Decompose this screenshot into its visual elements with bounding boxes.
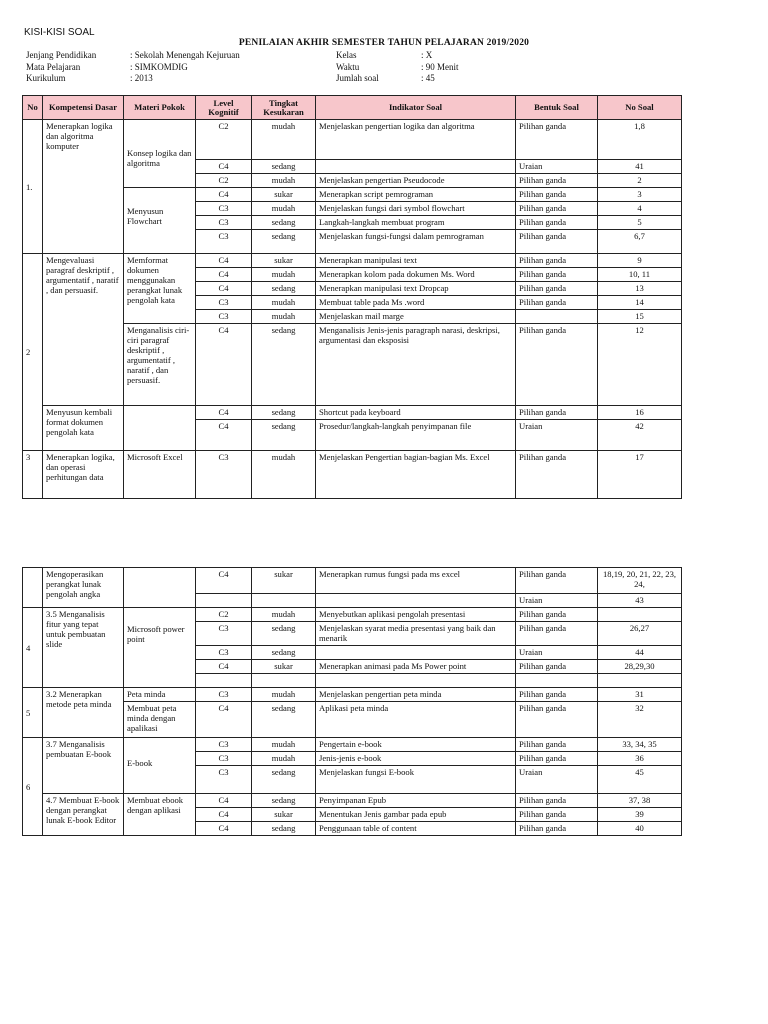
- materi-pokok: Memformat dokumen menggunakan perangkat lunak pengolah kata: [124, 254, 196, 324]
- tingkat: sukar: [252, 568, 316, 594]
- level: C4: [196, 268, 252, 282]
- indikator: Aplikasi peta minda: [316, 702, 516, 738]
- materi-pokok: E-book: [124, 738, 196, 794]
- level-empty: [196, 674, 252, 688]
- bentuk: Pilihan ganda: [516, 254, 598, 268]
- indikator: Pengertain e-book: [316, 738, 516, 752]
- kompetensi-dasar: 3.2 Menerapkan metode peta minda: [43, 688, 124, 738]
- materi-pokok: Menganalisis ciri-ciri paragraf deskriptif , argumentatif , naratif , dan persuasif.: [124, 324, 196, 406]
- bentuk: Pilihan ganda: [516, 324, 598, 406]
- no-soal: 28,29,30: [598, 660, 682, 674]
- row-number: 1.: [23, 120, 43, 254]
- indikator: Shortcut pada keyboard: [316, 406, 516, 420]
- no-soal: 4: [598, 202, 682, 216]
- row-number: 6: [23, 738, 43, 836]
- indikator: Menjelaskan fungsi E-book: [316, 766, 516, 794]
- indikator: Langkah-langkah membuat program: [316, 216, 516, 230]
- no-soal: 33, 34, 35: [598, 738, 682, 752]
- indikator: Membuat table pada Ms .word: [316, 296, 516, 310]
- tingkat: mudah: [252, 608, 316, 622]
- bentuk: Pilihan ganda: [516, 822, 598, 836]
- level: C4: [196, 420, 252, 451]
- tingkat: mudah: [252, 268, 316, 282]
- materi-pokok-empty: [124, 406, 196, 451]
- row-number: 5: [23, 688, 43, 738]
- indikator: Menyebutkan aplikasi pengolah presentasi: [316, 608, 516, 622]
- bentuk: Pilihan ganda: [516, 216, 598, 230]
- kompetensi-dasar: 3.7 Menganalisis pembuatan E-book: [43, 738, 124, 794]
- kompetensi-dasar: Menerapkan logika dan algoritma komputer: [43, 120, 124, 254]
- no-soal-empty: [598, 674, 682, 688]
- table-row: [23, 568, 682, 594]
- tingkat: sedang: [252, 822, 316, 836]
- meta-value: : Sekolah Menengah Kejuruan: [130, 50, 240, 60]
- no-soal: 31: [598, 688, 682, 702]
- kompetensi-dasar: Mengoperasikan perangkat lunak pengolah angka: [43, 568, 124, 608]
- meta-row: [336, 73, 459, 85]
- bentuk: Pilihan ganda: [516, 268, 598, 282]
- indikator: Penyimpanan Epub: [316, 794, 516, 808]
- meta-right: [336, 50, 459, 85]
- tingkat: mudah: [252, 451, 316, 499]
- bentuk: Pilihan ganda: [516, 702, 598, 738]
- level: C3: [196, 738, 252, 752]
- level: C3: [196, 688, 252, 702]
- level: C3: [196, 296, 252, 310]
- tingkat: mudah: [252, 752, 316, 766]
- bentuk: Pilihan ganda: [516, 174, 598, 188]
- bentuk: Pilihan ganda: [516, 568, 598, 594]
- indikator: Menerapkan script pemrograman: [316, 188, 516, 202]
- materi-pokok: Membuat ebook dengan aplikasi: [124, 794, 196, 836]
- meta-label: Kelas: [336, 50, 357, 60]
- tingkat: mudah: [252, 296, 316, 310]
- indikator: Menjelaskan pengertian Pseudocode: [316, 174, 516, 188]
- tingkat: sedang: [252, 622, 316, 646]
- level: C4: [196, 254, 252, 268]
- meta-value: : 90 Menit: [421, 61, 459, 72]
- materi-pokok-empty: [124, 568, 196, 608]
- meta-label: Mata Pelajaran: [26, 61, 81, 72]
- kompetensi-dasar: 4.7 Membuat E-book dengan perangkat lunak E-book Editor: [43, 794, 124, 836]
- kisi-kisi-table-continued: [22, 567, 682, 836]
- bentuk: Pilihan ganda: [516, 451, 598, 499]
- no-soal: 37, 38: [598, 794, 682, 808]
- no-soal: 1,8: [598, 120, 682, 160]
- level: C2: [196, 174, 252, 188]
- indikator: Menerapkan animasi pada Ms Power point: [316, 660, 516, 674]
- kompetensi-dasar: Mengevaluasi paragraf deskriptif , argumentatif , naratif , dan persuasif.: [43, 254, 124, 406]
- level: C4: [196, 324, 252, 406]
- bentuk: Pilihan ganda: [516, 794, 598, 808]
- bentuk: [516, 310, 598, 324]
- meta-value: : X: [421, 50, 433, 60]
- no-soal: 3: [598, 188, 682, 202]
- meta-row: [26, 50, 240, 62]
- level: C4: [196, 188, 252, 202]
- meta-label: Jenjang Pendidikan: [26, 50, 97, 60]
- meta-label: Waktu: [336, 61, 360, 72]
- materi-pokok: Microsoft Excel: [124, 451, 196, 499]
- no-soal: 14: [598, 296, 682, 310]
- tingkat: sedang: [252, 216, 316, 230]
- meta-row: [336, 62, 459, 74]
- no-soal: 41: [598, 160, 682, 174]
- bentuk: Pilihan ganda: [516, 688, 598, 702]
- tingkat: sedang: [252, 406, 316, 420]
- tingkat: sukar: [252, 254, 316, 268]
- bentuk: Pilihan ganda: [516, 188, 598, 202]
- bentuk: Pilihan ganda: [516, 608, 598, 622]
- tingkat: mudah: [252, 738, 316, 752]
- bentuk: Uraian: [516, 766, 598, 794]
- tingkat: sedang: [252, 282, 316, 296]
- level: C4: [196, 794, 252, 808]
- level: C4: [196, 822, 252, 836]
- meta-value: : 45: [421, 73, 435, 84]
- tingkat: mudah: [252, 688, 316, 702]
- meta-label: Kurikulum: [26, 73, 66, 84]
- level: C3: [196, 230, 252, 254]
- document-title: PENILAIAN AKHIR SEMESTER TAHUN PELAJARAN 2019/2020: [238, 38, 530, 48]
- table-row: [23, 254, 682, 268]
- bentuk-empty: [516, 674, 598, 688]
- no-soal: 10, 11: [598, 268, 682, 282]
- col-header-materi: Materi Pokok: [124, 96, 196, 120]
- level: C4: [196, 282, 252, 296]
- table-row: [23, 406, 682, 420]
- no-soal: 26,27: [598, 622, 682, 646]
- tingkat: sedang: [252, 646, 316, 660]
- no-soal: 12: [598, 324, 682, 406]
- no-soal: 39: [598, 808, 682, 822]
- materi-pokok: Microsoft power point: [124, 608, 196, 688]
- level: C3: [196, 646, 252, 660]
- col-header-nosoal: No Soal: [598, 96, 682, 120]
- no-soal: 5: [598, 216, 682, 230]
- level: C4: [196, 568, 252, 594]
- bentuk: Pilihan ganda: [516, 202, 598, 216]
- table-row: [23, 451, 682, 499]
- meta-label: Jumlah soal: [336, 73, 379, 84]
- bentuk: Pilihan ganda: [516, 230, 598, 254]
- level: C2: [196, 608, 252, 622]
- bentuk: Pilihan ganda: [516, 660, 598, 674]
- kisi-kisi-table: [22, 95, 682, 499]
- no-soal: 36: [598, 752, 682, 766]
- meta-left: [26, 50, 240, 85]
- bentuk: Pilihan ganda: [516, 406, 598, 420]
- materi-pokok: Membuat peta minda dengan apalikasi: [124, 702, 196, 738]
- col-header-kd: Kompetensi Dasar: [43, 96, 124, 120]
- bentuk: Pilihan ganda: [516, 296, 598, 310]
- table-row: [23, 608, 682, 622]
- no-soal: 17: [598, 451, 682, 499]
- no-soal: 42: [598, 420, 682, 451]
- tingkat: mudah: [252, 120, 316, 160]
- no-soal: 32: [598, 702, 682, 738]
- indikator: Menjelaskan mail marge: [316, 310, 516, 324]
- table-row: [23, 794, 682, 808]
- level: C3: [196, 216, 252, 230]
- no-soal: 2: [598, 174, 682, 188]
- bentuk: Uraian: [516, 420, 598, 451]
- tingkat: sukar: [252, 188, 316, 202]
- tingkat: sedang: [252, 766, 316, 794]
- no-soal: 44: [598, 646, 682, 660]
- indikator: Menerapkan manipulasi text: [316, 254, 516, 268]
- indikator-empty: [316, 594, 516, 608]
- no-soal: 40: [598, 822, 682, 836]
- tingkat: sedang: [252, 794, 316, 808]
- materi-pokok: Peta minda: [124, 688, 196, 702]
- level: C4: [196, 702, 252, 738]
- level: C4: [196, 160, 252, 174]
- table-row: [23, 738, 682, 752]
- document-label: KISI-KISI SOAL: [24, 27, 95, 38]
- col-header-level: Level Kognitif: [196, 96, 252, 120]
- indikator: Menjelaskan fungsi dari symbol flowchart: [316, 202, 516, 216]
- tingkat: mudah: [252, 202, 316, 216]
- col-header-no: No: [23, 96, 43, 120]
- indikator: Menjelaskan Pengertian bagian-bagian Ms. Excel: [316, 451, 516, 499]
- indikator: Menerapkan rumus fungsi pada ms excel: [316, 568, 516, 594]
- indikator: [316, 160, 516, 174]
- indikator-empty: [316, 674, 516, 688]
- indikator: Menjelaskan pengertian logika dan algoritma: [316, 120, 516, 160]
- no-soal: 13: [598, 282, 682, 296]
- indikator: [316, 646, 516, 660]
- indikator: Menerapkan manipulasi text Dropcap: [316, 282, 516, 296]
- indikator: Prosedur/langkah-langkah penyimpanan file: [316, 420, 516, 451]
- level: C2: [196, 120, 252, 160]
- indikator: Menganalisis Jenis-jenis paragraph narasi, deskripsi, argumentasi dan eksposisi: [316, 324, 516, 406]
- meta-row: [336, 50, 459, 62]
- bentuk: Pilihan ganda: [516, 738, 598, 752]
- kompetensi-dasar: Menerapkan logika, dan operasi perhitungan data: [43, 451, 124, 499]
- tingkat: sedang: [252, 230, 316, 254]
- indikator: Jenis-jenis e-book: [316, 752, 516, 766]
- indikator: Penggunaan table of content: [316, 822, 516, 836]
- col-header-indikator: Indikator Soal: [316, 96, 516, 120]
- table-row: [23, 688, 682, 702]
- tingkat: sedang: [252, 160, 316, 174]
- row-number: 3: [23, 451, 43, 499]
- kompetensi-dasar: Menyusun kembali format dokumen pengolah kata: [43, 406, 124, 451]
- no-soal: 9: [598, 254, 682, 268]
- level-empty: [196, 594, 252, 608]
- indikator: Menentukan Jenis gambar pada epub: [316, 808, 516, 822]
- meta-value: : 2013: [130, 73, 153, 84]
- indikator: Menjelaskan syarat media presentasi yang baik dan menarik: [316, 622, 516, 646]
- bentuk: Pilihan ganda: [516, 282, 598, 296]
- level: C3: [196, 202, 252, 216]
- meta-row: [26, 62, 240, 74]
- no-soal: 6,7: [598, 230, 682, 254]
- indikator: Menerapkan kolom pada dokumen Ms. Word: [316, 268, 516, 282]
- level: C3: [196, 752, 252, 766]
- col-header-bentuk: Bentuk Soal: [516, 96, 598, 120]
- no-soal: [598, 608, 682, 622]
- table-header-row: [23, 96, 682, 120]
- materi-pokok: Konsep logika dan algoritma: [124, 120, 196, 188]
- level: C3: [196, 766, 252, 794]
- no-soal: 16: [598, 406, 682, 420]
- bentuk: Pilihan ganda: [516, 120, 598, 160]
- tingkat: mudah: [252, 310, 316, 324]
- row-number-empty: [23, 568, 43, 608]
- bentuk: Pilihan ganda: [516, 752, 598, 766]
- level: C3: [196, 622, 252, 646]
- indikator: Menjelaskan pengertian peta minda: [316, 688, 516, 702]
- bentuk: Pilihan ganda: [516, 622, 598, 646]
- tingkat: sedang: [252, 324, 316, 406]
- meta-value: : SIMKOMDIG: [130, 61, 188, 72]
- bentuk: Uraian: [516, 594, 598, 608]
- tingkat: sedang: [252, 420, 316, 451]
- bentuk: Uraian: [516, 646, 598, 660]
- level: C4: [196, 406, 252, 420]
- bentuk: Pilihan ganda: [516, 808, 598, 822]
- row-number: 4: [23, 608, 43, 688]
- no-soal: 15: [598, 310, 682, 324]
- level: C4: [196, 660, 252, 674]
- col-header-tingkat: Tingkat Kesukaran: [252, 96, 316, 120]
- tingkat: sukar: [252, 808, 316, 822]
- tingkat: mudah: [252, 174, 316, 188]
- meta-row: [26, 73, 240, 85]
- level: C3: [196, 310, 252, 324]
- tingkat-empty: [252, 594, 316, 608]
- tingkat-empty: [252, 674, 316, 688]
- level: C4: [196, 808, 252, 822]
- no-soal: 43: [598, 594, 682, 608]
- kompetensi-dasar: 3.5 Menganalisis fitur yang tepat untuk pembuatan slide: [43, 608, 124, 688]
- tingkat: sukar: [252, 660, 316, 674]
- bentuk: Uraian: [516, 160, 598, 174]
- level: C3: [196, 451, 252, 499]
- materi-pokok: Menyusun Flowchart: [124, 188, 196, 254]
- no-soal: 18,19, 20, 21, 22, 23, 24,: [598, 568, 682, 594]
- table-row: [23, 120, 682, 160]
- tingkat: sedang: [252, 702, 316, 738]
- no-soal: 45: [598, 766, 682, 794]
- row-number: 2: [23, 254, 43, 451]
- indikator: Menjelaskan fungsi-fungsi dalam pemrograman: [316, 230, 516, 254]
